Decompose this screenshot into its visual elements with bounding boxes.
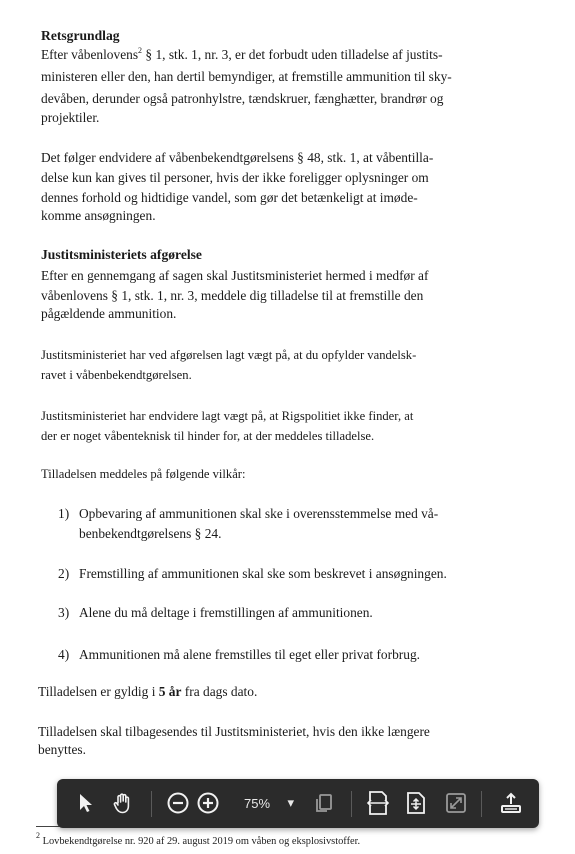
- heading-afgoerelse: Justitsministeriets afgørelse: [41, 247, 202, 262]
- chevron-down-icon: ▾: [287, 795, 294, 810]
- page-view-icon: [313, 792, 335, 814]
- paragraph-line: der er noget våbenteknisk til hinder for, at der meddeles tilladelse.: [41, 429, 375, 443]
- list-item-text: Opbevaring af ammunitionen skal ske i overensstemmelse med vå-: [79, 506, 439, 521]
- list-number: 2): [58, 566, 70, 581]
- paragraph-line: [41, 45, 443, 65]
- heading-retsgrundlag: Retsgrundlag: [41, 28, 120, 43]
- paragraph-line: dennes forhold og hidtidige vandel, som gør det betænkeligt at imøde-: [41, 190, 418, 205]
- zoom-in-icon: [196, 791, 220, 815]
- paragraph-line: ravet i våbenbekendtgørelsen.: [41, 368, 192, 382]
- pan-tool-button[interactable]: [107, 787, 139, 819]
- text-span: § 1, stk. 1, nr. 3, er det forbudt uden tilladelse af justits-: [142, 47, 443, 62]
- list-item-text: Alene du må deltage i fremstillingen af ammunitionen.: [79, 605, 373, 620]
- paragraph-line: Efter en gennemgang af sagen skal Justitsministeriet hermed i medfør af: [41, 268, 429, 283]
- zoom-out-icon: [166, 791, 190, 815]
- list-item-text: Ammunitionen må alene fremstilles til eget eller privat forbrug.: [79, 647, 420, 662]
- paragraph-line: våbenlovens § 1, stk. 1, nr. 3, meddele dig tilladelse til at fremstille den: [41, 288, 424, 303]
- text-span: Efter våbenlovens: [41, 47, 139, 62]
- paragraph-line: komme ansøgningen.: [41, 208, 156, 223]
- paragraph-line: Justitsministeriet har ved afgørelsen lagt vægt på, at du opfylder vandelsk-: [41, 348, 417, 362]
- list-number: 1): [58, 506, 70, 521]
- paragraph-line: Tilladelsen skal tilbagesendes til Justitsministeriet, hvis den ikke længere: [38, 724, 430, 739]
- toolbar-divider: [351, 791, 352, 817]
- paragraph-line: pågældende ammunition.: [41, 306, 177, 321]
- list-number: 3): [58, 605, 70, 620]
- paragraph-line: ministeren eller den, han dertil bemyndiger, at fremstille ammunition til sky-: [41, 69, 452, 84]
- paragraph-line: Justitsministeriet har endvidere lagt vægt på, at Rigspolitiet ikke finder, at: [41, 409, 414, 423]
- list-number: 4): [58, 647, 70, 662]
- toolbar-divider: [151, 791, 152, 817]
- paragraph-line: delse kun kan gives til personer, hvis der ikke foreligger oplysninger om: [41, 170, 429, 185]
- fit-width-icon: [366, 790, 390, 816]
- footnote-ref[interactable]: 2: [138, 46, 143, 55]
- hand-pan-icon: [111, 791, 135, 815]
- select-arrow-icon: [75, 792, 95, 814]
- footnote: [36, 831, 361, 849]
- page-view-button[interactable]: [308, 787, 340, 819]
- text-span: fra dags dato.: [181, 684, 258, 699]
- select-tool-button[interactable]: [69, 787, 101, 819]
- paragraph-line: Tilladelsen meddeles på følgende vilkår:: [41, 467, 246, 481]
- fullscreen-icon: [445, 792, 467, 814]
- paragraph-line: devåben, derunder også patronhylstre, tændskruer, fænghætter, brandrør og: [41, 91, 444, 106]
- fullscreen-button[interactable]: [440, 787, 472, 819]
- download-button[interactable]: [495, 787, 527, 819]
- text-span: Tilladelsen er gyldig i: [38, 684, 159, 699]
- download-icon: [499, 791, 523, 815]
- zoom-in-button[interactable]: [192, 787, 224, 819]
- paragraph-line: Det følger endvidere af våbenbekendtgørelsens § 48, stk. 1, at våbentilla-: [41, 150, 434, 165]
- fit-page-button[interactable]: [400, 787, 432, 819]
- pdf-toolbar: [57, 779, 539, 828]
- paragraph-line: projektiler.: [41, 110, 100, 125]
- fit-page-icon: [405, 791, 427, 815]
- bold-text: 5 år: [158, 684, 182, 699]
- footnote-marker: 2: [36, 831, 40, 840]
- list-item-text: Fremstilling af ammunitionen skal ske som beskrevet i ansøgningen.: [79, 566, 447, 581]
- footnote-text: Lovbekendtgørelse nr. 920 af 29. august 2019 om våben og eksplosivstoffer.: [40, 836, 361, 847]
- zoom-out-button[interactable]: [162, 787, 194, 819]
- paragraph-line: benyttes.: [38, 742, 86, 757]
- list-item-text: benbekendtgørelsens § 24.: [79, 526, 222, 541]
- toolbar-divider: [481, 791, 482, 817]
- fit-width-button[interactable]: [362, 787, 394, 819]
- paragraph-line: [38, 682, 257, 702]
- zoom-level-value: 75%: [244, 795, 271, 811]
- zoom-level-dropdown[interactable]: [232, 789, 298, 817]
